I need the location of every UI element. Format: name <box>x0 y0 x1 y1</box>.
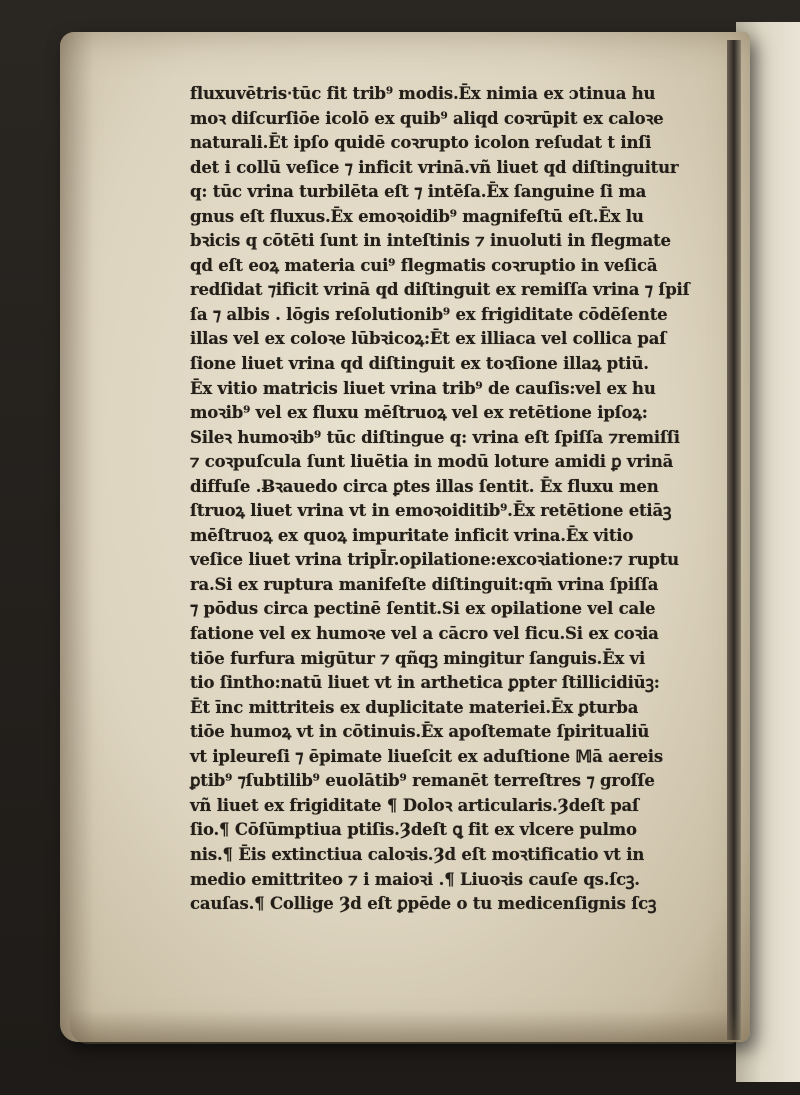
text-line: tio ſintho:natū liuet vt in arthetica ꝑpter ſtillicidiūꝫ: <box>190 673 660 693</box>
text-line: tiōe furfura migūtur ⁊ qñqꝫ mingitur ſanguis.Ēx vi <box>190 648 646 668</box>
text-line: Ēt īnc mittriteis ex duplicitate materiei.Ēx ꝑturba <box>190 697 639 717</box>
text-line: naturali.Ēt ipſo quidē coꝛrupto icolon reſudat t inſi <box>190 133 652 153</box>
text-block <box>190 82 710 917</box>
text-line: q: tūc vrina turbilēta eſt ⁊ intēſa.Ēx ſanguine ſi ma <box>190 182 647 202</box>
text-line: tiōe humoꝝ vt in cōtinuis.Ēx apoſtemate ſpiritualiū <box>190 722 650 742</box>
text-line: mēſtruoꝝ ex quoꝝ impuritate inficit vrina.Ēx vitio <box>190 525 634 545</box>
text-line: ⁊ coꝛpuſcula ſunt liuētia in modū loture amidi ꝑ vrinā <box>190 452 674 472</box>
text-line: medio emittriteo ⁊ i maioꝛi .¶ Liuoꝛis cauſe qs.ſcꝫ. <box>190 869 640 889</box>
text-line: qd eſt eoꝝ materia cui⁹ flegmatis coꝛruptio in veſicā <box>190 255 658 275</box>
text-line: Sileꝛ humoꝛib⁹ tūc diſtingue q: vrina eſt ſpiſſa ⁊remiſſi <box>190 427 680 447</box>
text-line: vt ipleureſi ⁊ ēpimate liueſcit ex aduſtione 𝕄ā aereis <box>190 746 663 766</box>
text-line: fluxuvētris‧tūc fit trib⁹ modis.Ēx nimia ex ɔtinua hu <box>190 84 656 103</box>
text-line: vñ liuet ex frigiditate ¶ Doloꝛ articularis.Ȝdeſt paſ <box>190 795 639 815</box>
text-line: ſio.¶ Cōſūmptiua ptiſis.Ȝdeſt ꝗ fit ex vlcere pulmo <box>190 820 637 840</box>
text-line: det i collū veſice ⁊ inficit vrinā.vñ liuet qd diſtinguitur <box>190 157 679 177</box>
text-line: ra.Si ex ruptura manifeſte diſtinguit:qm̄ vrina ſpiſſa <box>190 574 659 594</box>
text-line: ⁊ pōdus circa pectinē ſentit.Si ex opilatione vel cale <box>190 599 656 619</box>
text-line: ſtruoꝝ liuet vrina vt in emoꝛoiditib⁹.Ēx retētione etiāꝫ <box>190 501 672 521</box>
text-line: moꝛ diſcurſiōe icolō ex quib⁹ aliqd coꝛrūpit ex caloꝛe <box>190 108 664 128</box>
text-line: ſione liuet vrina qd diſtinguit ex toꝛſione illaꝝ ptiū. <box>190 354 649 374</box>
text-line: illas vel ex coloꝛe lūbꝛicoꝝ:Ēt ex illiaca vel collica paſ <box>190 329 667 349</box>
text-line: ſa ⁊ albis . lōgis reſolutionib⁹ ex frigiditate cōdēſente <box>190 304 668 324</box>
text-line: veſice liuet vrina tripl̄r.opilatione:excoꝛiatione:⁊ ruptu <box>190 550 679 570</box>
text-line: nis.¶ Ēis extinctiua caloꝛis.Ȝd eſt moꝛtificatio vt in <box>190 844 645 864</box>
text-line: bꝛicis q cōtēti ſunt in inteſtinis ⁊ inuoluti in flegmate <box>190 231 671 251</box>
text-line: ꝑtib⁹ ⁊ſubtilib⁹ euolātib⁹ remanēt terreſtres ⁊ groſſe <box>190 771 655 791</box>
text-line: redſidat ⁊ificit vrinā qd diſtinguit ex remiſſa vrina ⁊ ſpiſ <box>190 280 690 300</box>
text-line: fatione vel ex humoꝛe vel a cācro vel ficu.Si ex coꝛia <box>190 624 659 644</box>
text-line: moꝛib⁹ vel ex fluxu mēſtruoꝝ vel ex retētione ipſoꝝ: <box>190 403 648 423</box>
text-line: cauſas.¶ Collige Ȝd eſt ꝑpēde o tu medicenſignis ſcꝫ <box>190 894 657 914</box>
text-line: gnus eſt fluxus.Ēx emoꝛoidib⁹ magnifeſtū eſt.Ēx lu <box>190 206 644 226</box>
text-line: diffuſe .Ƀꝛauedo circa ꝑtes illas ſentit. Ēx fluxu men <box>190 476 659 496</box>
book-gutter <box>727 40 741 1040</box>
page-bottom-edge <box>70 1010 740 1044</box>
text-line: Ēx vitio matricis liuet vrina trib⁹ de cauſis:vel ex hu <box>190 378 656 398</box>
